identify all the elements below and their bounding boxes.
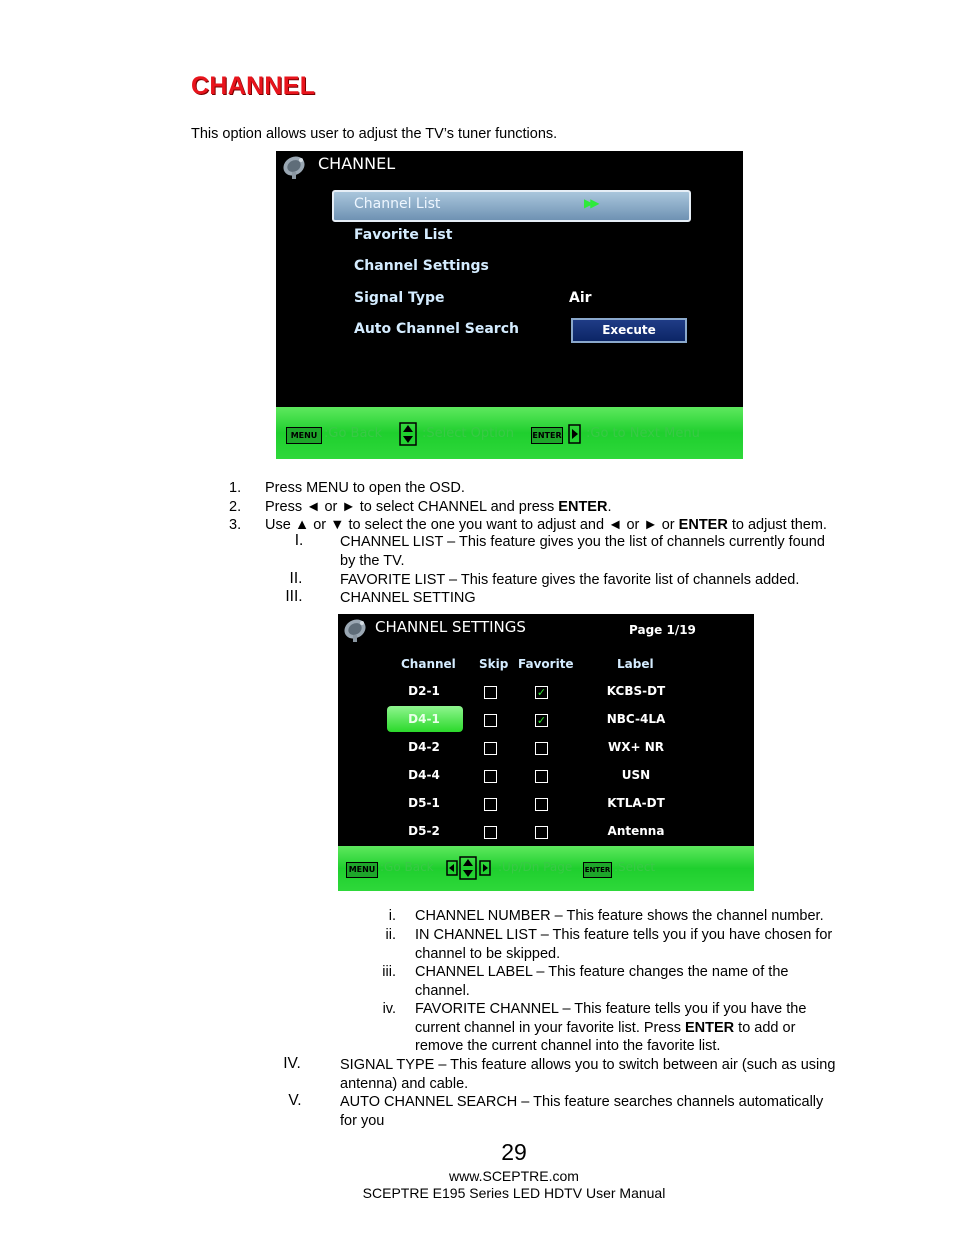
menu-item-favorite-list[interactable]: Favorite List xyxy=(354,227,453,243)
page-hint: :Up/Dn Page xyxy=(498,860,573,874)
menu-item-auto-channel-search[interactable]: Auto Channel Search xyxy=(354,321,519,337)
page-title: CHANNEL xyxy=(191,72,316,100)
select-hint: :Select xyxy=(614,860,656,874)
skip-checkbox[interactable] xyxy=(484,798,497,811)
channel-label-cell: USN xyxy=(621,768,651,782)
channel-number-cell[interactable]: D4-4 xyxy=(408,768,440,782)
four-way-arrow-icon xyxy=(446,856,492,880)
col-header-favorite: Favorite xyxy=(518,657,574,671)
channel-menu-screenshot xyxy=(276,151,743,459)
channel-number-cell[interactable]: D2-1 xyxy=(408,684,440,698)
channel-label-cell: WX+ NR xyxy=(607,740,664,754)
favorite-checkbox[interactable]: ✓ xyxy=(536,714,547,727)
website-text: www.SCEPTRE.com xyxy=(449,1168,579,1184)
satellite-dish-icon xyxy=(341,617,371,643)
skip-checkbox[interactable] xyxy=(484,770,497,783)
channel-settings-screenshot xyxy=(338,614,754,891)
col-header-skip: Skip xyxy=(479,657,509,671)
right-arrow-icon xyxy=(568,424,581,444)
go-back-hint: :Go Back xyxy=(324,426,383,441)
enter-key-icon: ENTER xyxy=(531,427,563,444)
go-back-hint: :Go Back xyxy=(380,860,434,874)
next-menu-hint: :Go to Next Menu xyxy=(586,426,700,441)
menu-item-signal-type[interactable]: Signal Type xyxy=(354,290,445,306)
channel-number-cell[interactable]: D5-2 xyxy=(408,824,440,838)
channel-number-cell[interactable]: D4-1 xyxy=(408,712,440,726)
page-indicator: Page 1/19 xyxy=(629,623,696,637)
menu-key-icon: MENU xyxy=(346,862,378,878)
channel-number-cell[interactable]: D5-1 xyxy=(408,796,440,810)
channel-label-cell: KCBS-DT xyxy=(606,684,666,698)
select-option-hint: :Select Option xyxy=(422,426,515,441)
double-arrow-icon: ▶▶ xyxy=(584,196,597,210)
col-header-channel: Channel xyxy=(401,657,456,671)
menu-item-channel-list[interactable]: Channel List xyxy=(354,196,441,212)
col-header-label: Label xyxy=(617,657,654,671)
channel-number-cell[interactable]: D4-2 xyxy=(408,740,440,754)
osd-footer-bar xyxy=(276,407,743,459)
favorite-checkbox[interactable] xyxy=(535,826,548,839)
favorite-checkbox[interactable] xyxy=(535,742,548,755)
favorite-checkbox[interactable]: ✓ xyxy=(536,686,547,699)
osd-footer-bar xyxy=(338,846,754,891)
skip-checkbox[interactable] xyxy=(484,742,497,755)
channel-label-cell: Antenna xyxy=(607,824,665,838)
skip-checkbox[interactable] xyxy=(484,714,497,727)
osd-title: CHANNEL SETTINGS xyxy=(375,618,526,636)
osd-title: CHANNEL xyxy=(318,154,396,173)
up-down-arrow-icon xyxy=(399,422,417,446)
skip-checkbox[interactable] xyxy=(484,686,497,699)
manual-title: SCEPTRE E195 Series LED HDTV User Manual xyxy=(362,1185,666,1201)
intro-text: This option allows user to adjust the TV’s tuner functions. xyxy=(191,126,558,142)
page-number: 29 xyxy=(501,1139,527,1165)
skip-checkbox[interactable] xyxy=(484,826,497,839)
menu-key-icon: MENU xyxy=(286,427,322,444)
satellite-dish-icon xyxy=(280,154,310,180)
enter-key-icon: ENTER xyxy=(583,862,612,878)
favorite-checkbox[interactable] xyxy=(535,770,548,783)
execute-button[interactable]: Execute xyxy=(571,318,687,343)
channel-label-cell: NBC-4LA xyxy=(606,712,666,726)
signal-type-value: Air xyxy=(569,290,592,306)
menu-item-channel-settings[interactable]: Channel Settings xyxy=(354,258,489,274)
favorite-checkbox[interactable] xyxy=(535,798,548,811)
channel-label-cell: KTLA-DT xyxy=(607,796,665,810)
